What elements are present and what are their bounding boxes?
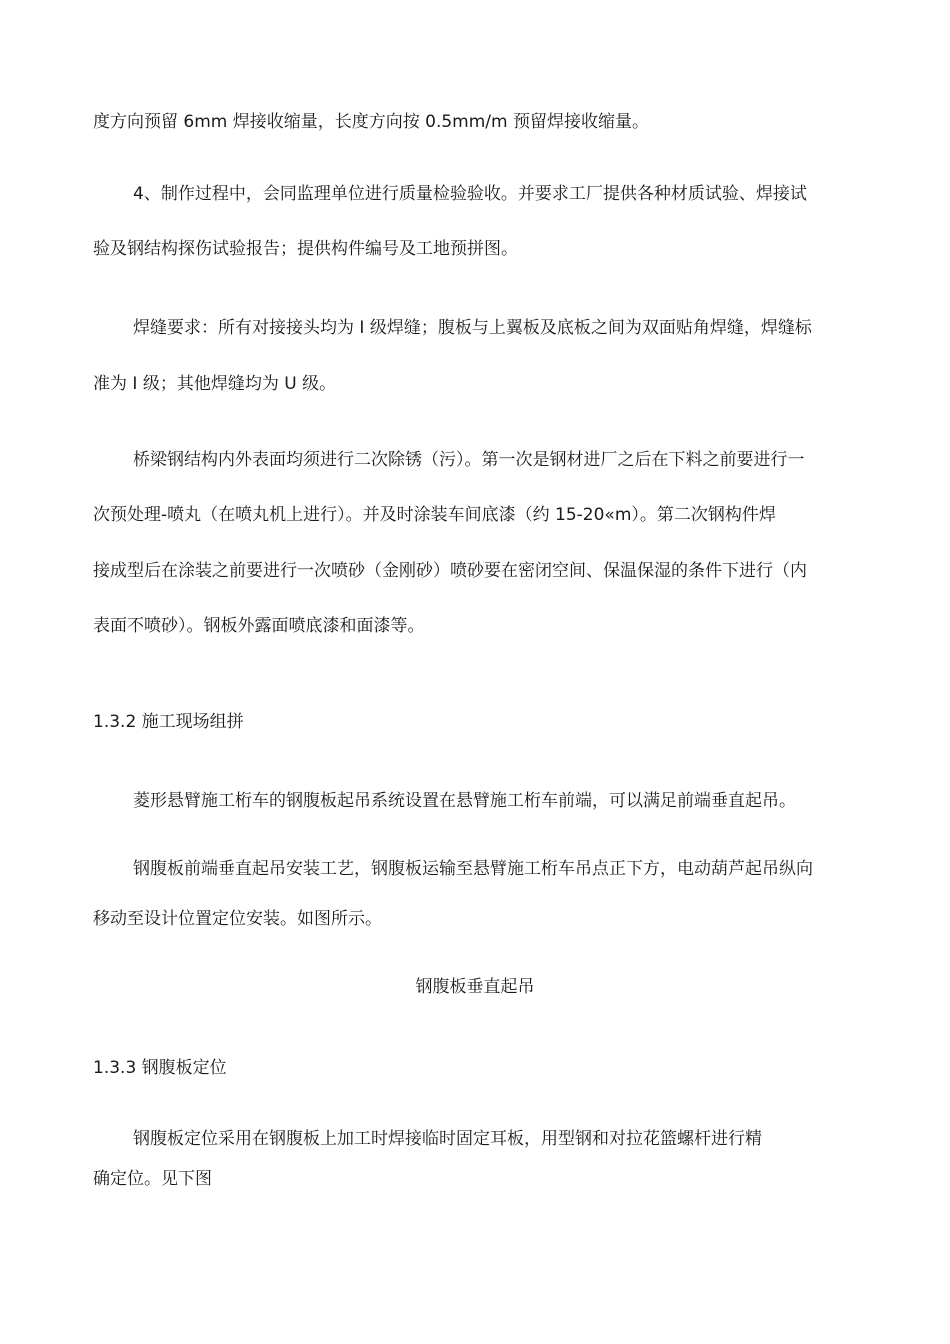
paragraph-line: 验及钢结构探伤试验报告；提供构件编号及工地预拼图。 xyxy=(93,239,518,259)
paragraph-line: 确定位。见下图 xyxy=(93,1169,212,1189)
paragraph-line: 钢腹板前端垂直起吊安装工艺，钢腹板运输至悬臂施工桁车吊点正下方，电动葫芦起吊纵向 xyxy=(133,859,813,879)
paragraph-line: 焊缝要求：所有对接接头均为 I 级焊缝；腹板与上翼板及底板之间为双面贴角焊缝，焊缝标 xyxy=(133,318,812,338)
section-heading: 1.3.2 施工现场组拼 xyxy=(93,712,244,732)
paragraph-line: 准为 I 级；其他焊缝均为 U 级。 xyxy=(93,374,337,394)
paragraph-line: 接成型后在涂装之前要进行一次喷砂（金刚砂）喷砂要在密闭空间、保温保湿的条件下进行（内 xyxy=(93,561,807,581)
paragraph-line: 次预处理-喷丸（在喷丸机上进行）。并及时涂装车间底漆（约 15-20«m）。第二次钢构件焊 xyxy=(93,505,776,525)
paragraph-line: 菱形悬臂施工桁车的钢腹板起吊系统设置在悬臂施工桁车前端，可以满足前端垂直起吊。 xyxy=(133,791,796,811)
paragraph-line: 钢腹板定位采用在钢腹板上加工时焊接临时固定耳板，用型钢和对拉花篮螺杆进行精 xyxy=(133,1129,762,1149)
paragraph-line: 移动至设计位置定位安装。如图所示。 xyxy=(93,909,382,929)
figure-caption: 钢腹板垂直起吊 xyxy=(415,977,535,997)
section-heading: 1.3.3 钢腹板定位 xyxy=(93,1058,227,1078)
paragraph-line: 度方向预留 6mm 焊接收缩量，长度方向按 0.5mm/m 预留焊接收缩量。 xyxy=(93,112,649,132)
paragraph-line: 桥梁钢结构内外表面均须进行二次除锈（污）。第一次是钢材进厂之后在下料之前要进行一 xyxy=(133,450,805,470)
paragraph-line: 4、制作过程中，会同监理单位进行质量检验验收。并要求工厂提供各种材质试验、焊接试 xyxy=(133,184,807,204)
paragraph-line: 表面不喷砂）。钢板外露面喷底漆和面漆等。 xyxy=(93,616,425,636)
